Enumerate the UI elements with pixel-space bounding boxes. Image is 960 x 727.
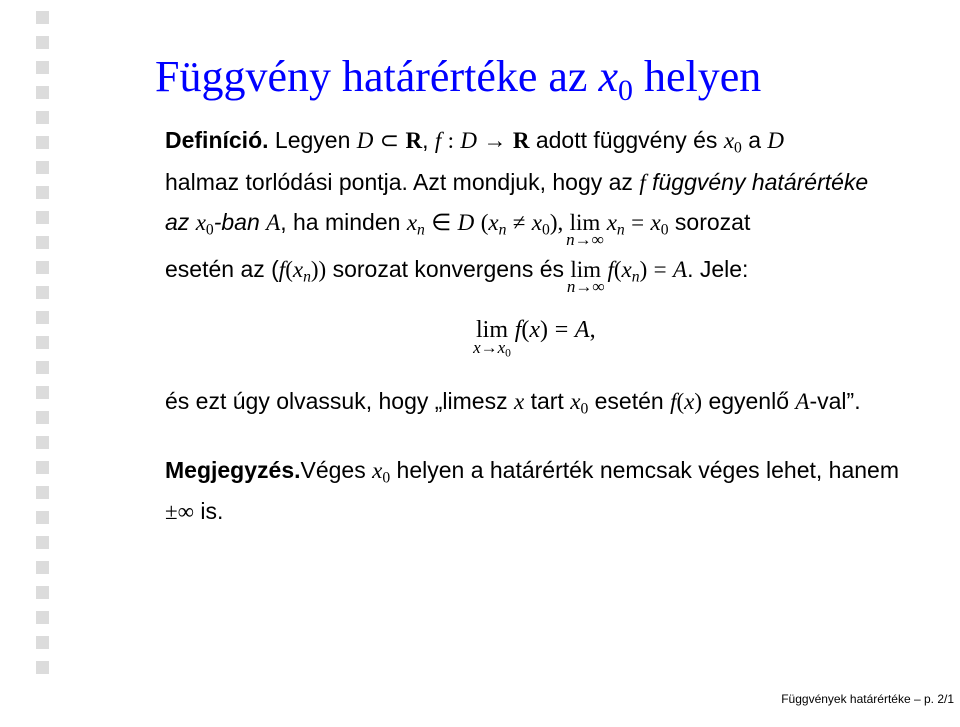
math-A: A — [574, 317, 590, 343]
math-paren: )) — [310, 257, 327, 282]
math-f: f — [670, 389, 677, 414]
math-x: x — [621, 257, 632, 282]
definition-line-3 — [165, 208, 751, 249]
math-x: x — [606, 210, 617, 235]
definition-line-4 — [165, 255, 749, 296]
math-sub: 0 — [580, 400, 589, 418]
sidebar-square — [36, 611, 49, 624]
math-x: x — [650, 210, 661, 235]
lim-subscript — [473, 338, 511, 360]
math-D: D — [457, 210, 475, 235]
note-label: Megjegyzés. — [165, 457, 301, 483]
math-x: x — [570, 389, 581, 414]
math-sub: n — [303, 268, 311, 286]
math-x: x — [684, 389, 695, 414]
sidebar-square — [36, 261, 49, 274]
math-plus-minus-infinity: ±∞ — [165, 499, 195, 524]
sidebar-square — [36, 561, 49, 574]
math-paren: ( — [613, 257, 622, 282]
text: és ezt úgy olvassuk, hogy „limesz — [165, 388, 508, 414]
math-arrow: → — [480, 338, 498, 357]
limit-operator — [566, 256, 605, 296]
text: adott függvény és — [535, 127, 718, 153]
math-paren: ( — [676, 389, 685, 414]
math-R: R — [405, 128, 423, 153]
sidebar-square — [36, 586, 49, 599]
emphasis-text: -ban — [213, 209, 260, 235]
lim-text: lim — [569, 210, 601, 235]
math-sub: 0 — [382, 469, 391, 487]
text: sorozat konvergens és — [332, 256, 565, 282]
math-R: R — [512, 128, 530, 153]
math-x: x — [372, 458, 383, 483]
sidebar-square — [36, 636, 49, 649]
sidebar-square — [36, 86, 49, 99]
math-paren: ) — [694, 389, 703, 414]
math-paren: ( — [480, 210, 489, 235]
math-x: x — [497, 338, 506, 357]
sidebar-square — [36, 361, 49, 374]
title-sub: 0 — [618, 73, 633, 107]
math-sub: 0 — [660, 221, 669, 239]
text: esetén — [594, 388, 664, 414]
math-sub: 0 — [205, 221, 214, 239]
math-paren: ) — [639, 257, 648, 282]
text: Legyen — [274, 127, 351, 153]
lim-text: lim — [476, 317, 509, 343]
math-f: f — [514, 317, 522, 343]
definition-line-2 — [165, 168, 868, 197]
math-in: ∈ — [431, 210, 452, 235]
sidebar-square — [36, 536, 49, 549]
math-neq: ≠ — [512, 210, 526, 235]
math-sub: n — [631, 268, 640, 286]
math-subset: ⊂ — [379, 128, 400, 153]
note-line-2 — [165, 497, 223, 526]
math-f: f — [607, 257, 614, 282]
math-x: x — [195, 210, 206, 235]
text: , — [422, 127, 429, 153]
math-comma: , — [589, 317, 596, 343]
text: -val”. — [809, 388, 861, 414]
text: Véges — [300, 457, 366, 483]
math-paren: ), — [549, 210, 564, 235]
sidebar-square — [36, 661, 49, 674]
text: helyen a határérték nemcsak véges lehet, hanem — [396, 457, 899, 483]
math-sub: 0 — [542, 221, 550, 239]
title-tail: helyen — [643, 52, 762, 101]
footer-page-label: Függvények határértéke – p. 2/1 — [781, 692, 954, 706]
math-x: x — [406, 210, 418, 235]
sidebar-square — [36, 311, 49, 324]
math-A: A — [266, 210, 281, 235]
text: tart — [530, 388, 564, 414]
text: is. — [200, 498, 224, 524]
emphasis-text: függvény határértéke — [652, 169, 869, 195]
definition-label: Definíció. — [165, 127, 269, 153]
sidebar-square — [36, 411, 49, 424]
math-sub: n — [616, 221, 625, 239]
sidebar-square — [36, 511, 49, 524]
text: halmaz torlódási pontja. Azt mondjuk, hogy az — [165, 169, 633, 195]
math-paren: ) — [540, 317, 549, 343]
math-D: D — [767, 128, 785, 153]
sidebar-square — [36, 136, 49, 149]
lim-subscript: n→∞ — [566, 230, 604, 249]
sidebar-square — [36, 236, 49, 249]
math-x: x — [529, 317, 541, 343]
sidebar-square — [36, 211, 49, 224]
sidebar-square — [36, 186, 49, 199]
reading-line — [165, 387, 861, 416]
sidebar-square — [36, 386, 49, 399]
sidebar-square — [36, 336, 49, 349]
math-x: x — [292, 257, 304, 282]
math-x: x — [473, 338, 481, 357]
sidebar-square — [36, 461, 49, 474]
math-A: A — [673, 257, 688, 282]
title-var: x — [598, 52, 618, 101]
sidebar-square — [36, 36, 49, 49]
math-x: x — [513, 389, 525, 414]
text: esetén az ( — [165, 256, 279, 282]
limit-operator — [566, 209, 604, 249]
math-arrow: → — [483, 128, 507, 153]
display-formula — [473, 315, 596, 360]
note-line-1 — [165, 456, 899, 485]
lim-subscript: n→∞ — [566, 277, 605, 296]
sidebar-square — [36, 486, 49, 499]
math-f: f — [434, 128, 442, 153]
math-x: x — [531, 210, 543, 235]
math-sub: n — [498, 221, 507, 239]
text: egyenlő — [708, 388, 790, 414]
math-x: x — [723, 128, 735, 153]
math-f: f — [639, 170, 646, 195]
text: , ha minden — [280, 209, 401, 235]
math-D: D — [356, 128, 374, 153]
math-A: A — [795, 389, 810, 414]
sidebar-square — [36, 111, 49, 124]
sidebar-decoration — [0, 0, 62, 727]
title-text: Függvény határértéke az — [155, 52, 588, 101]
math-colon: : — [447, 128, 455, 153]
limit-operator — [473, 315, 511, 360]
math-paren: ( — [521, 317, 530, 343]
page-title — [155, 50, 762, 107]
math-eq: = — [631, 210, 645, 235]
math-sub: n — [417, 221, 425, 239]
emphasis-text: az — [165, 209, 190, 235]
math-sub: 0 — [734, 139, 742, 157]
sidebar-square — [36, 11, 49, 24]
definition-line-1 — [165, 126, 784, 155]
lim-text: lim — [570, 257, 602, 282]
math-x: x — [488, 210, 499, 235]
math-D: D — [460, 128, 478, 153]
math-eq: = — [653, 257, 667, 282]
text: sorozat — [674, 209, 751, 235]
math-f: f — [278, 257, 286, 282]
sidebar-square — [36, 161, 49, 174]
text: a — [748, 127, 762, 153]
text: . Jele: — [687, 256, 749, 282]
sidebar-square — [36, 61, 49, 74]
math-paren: ( — [285, 257, 293, 282]
math-eq: = — [554, 317, 569, 343]
math-sub: 0 — [505, 346, 511, 360]
sidebar-square — [36, 286, 49, 299]
sidebar-square — [36, 436, 49, 449]
